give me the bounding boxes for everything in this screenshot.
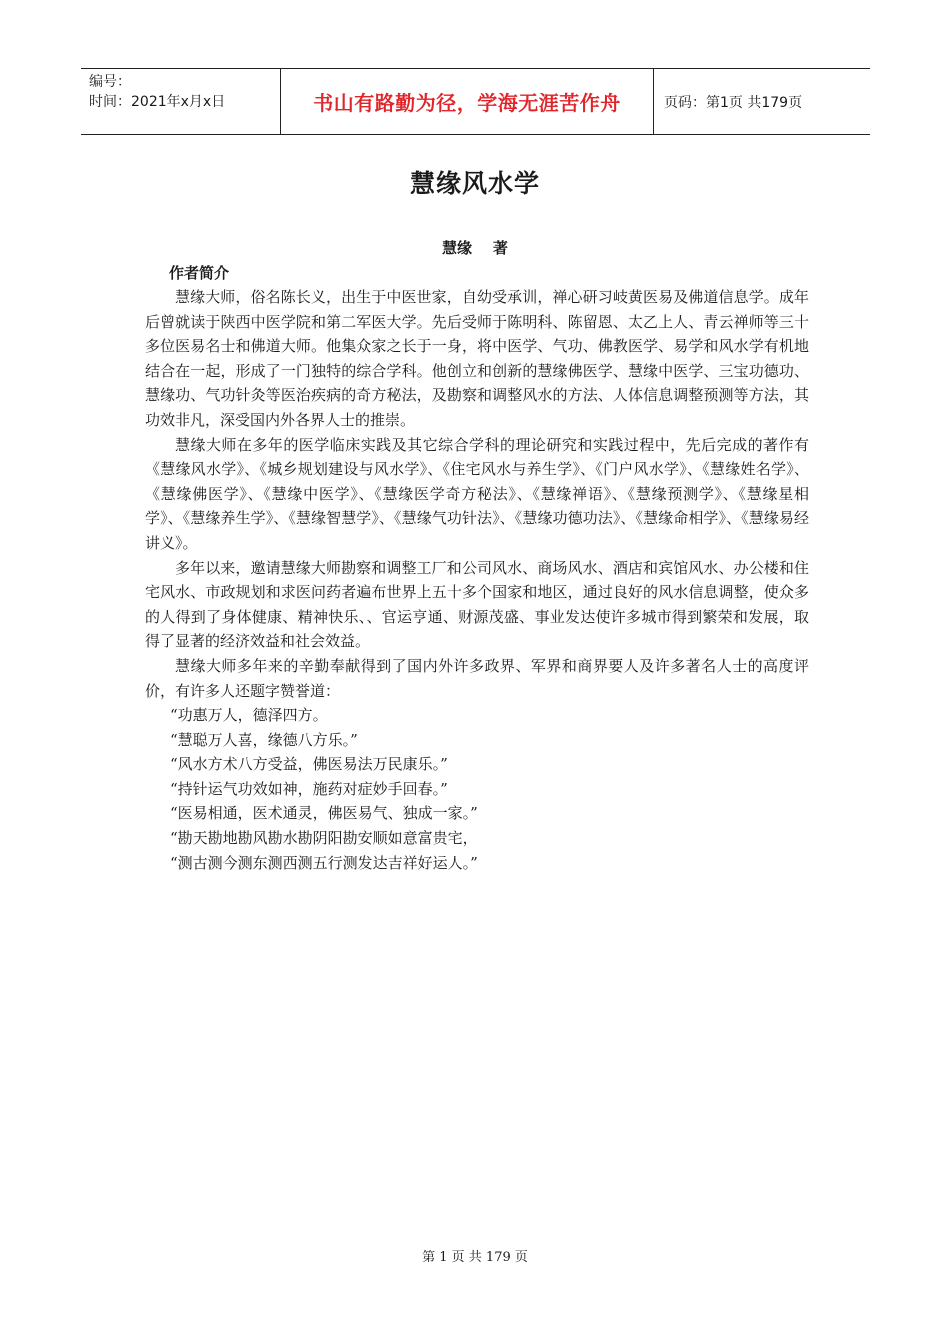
section-heading: 作者简介 <box>169 264 230 282</box>
paragraph: 慧缘大师多年来的辛勤奉献得到了国内外许多政界、军界和商界要人及许多著名人士的高度评价，有许多人还题字赞誉道： <box>145 656 809 700</box>
page-info: 页码：第1页 共179页 <box>664 94 803 111</box>
quote-line: “持针运气功效如神，施药对症妙手回春。” <box>170 779 448 798</box>
document-body <box>145 285 809 875</box>
serial-label: 编号： <box>89 74 131 90</box>
paragraph: 多年以来，邀请慧缘大师勘察和调整工厂和公司风水、商场风水、酒店和宾馆风水、办公楼和住宅风水、市政规划和求医问药者遍布世界上五十多个国家和地区，通过良好的风水信息调整，使众多的人得到了身体健康、精神快乐、、官运亨通、财源茂盛、事业发达使许多城市得到繁荣和发展，取得了显著的经济效益和社会效益。 <box>145 558 809 651</box>
quote-line: “风水方术八方受益，佛医易法万民康乐。” <box>170 755 448 774</box>
quote-line: “慧聪万人喜，缘德八方乐。” <box>170 730 358 749</box>
quote-list <box>145 703 809 875</box>
quote-line: “功惠万人，德泽四方。 <box>170 706 328 725</box>
paragraph: 慧缘大师在多年的医学临床实践及其它综合学科的理论研究和实践过程中，先后完成的著作有《慧缘风水学》、《城乡规划建设与风水学》、《住宅风水与养生学》、《门户风水学》、《慧缘姓名学》、《慧缘佛医学》、《慧缘中医学》、《慧缘医学奇方秘法》、《慧缘禅语》、《慧缘预测学》、《慧缘星相学》、《慧缘养生学》、《慧缘智慧学》、《慧缘气功针法》、《慧缘功德功法》、《慧缘命相学》、《慧缘易经讲义》。 <box>145 435 809 552</box>
paragraph: 慧缘大师，俗名陈长义，出生于中医世家，自幼受承训，禅心研习岐黄医易及佛道信息学。成年后曾就读于陕西中医学院和第二军医大学。先后受师于陈明科、陈留恩、太乙上人、青云禅师等三十多位医易名士和佛道大师。他集众家之长于一身，将中医学、气功、佛教医学、易学和风水学有机地结合在一起，形成了一门独特的综合学科。他创立和创新的慧缘佛医学、慧缘中医学、三宝功德功、慧缘功、气功针灸等医治疾病的奇方秘法，及勘察和调整风水的方法、人体信息调整预测等方法，其功效非凡，深受国内外各界人士的推崇。 <box>145 288 809 429</box>
header-motto-cell <box>281 69 654 134</box>
quote-line: “医易相通，医术通灵，佛医易气、独成一家。” <box>170 804 478 823</box>
quote-line: “测古测今测东测西测五行测发达吉祥好运人。” <box>170 853 478 872</box>
page-footer: 第 1 页 共 179 页 <box>422 1250 528 1265</box>
header-table <box>81 68 870 135</box>
time-label: 时间：2021年x月x日 <box>89 94 226 110</box>
header-meta-cell <box>81 69 281 134</box>
motto-text: 书山有路勤为径，学海无涯苦作舟 <box>313 91 621 115</box>
quote-line: “勘天勘地勘风勘水勘阴阳勘安顺如意富贵宅， <box>170 829 478 848</box>
document-title: 慧缘风水学 <box>409 169 540 198</box>
author-line: 慧缘 著 <box>442 239 508 257</box>
header-page-cell <box>654 69 870 134</box>
